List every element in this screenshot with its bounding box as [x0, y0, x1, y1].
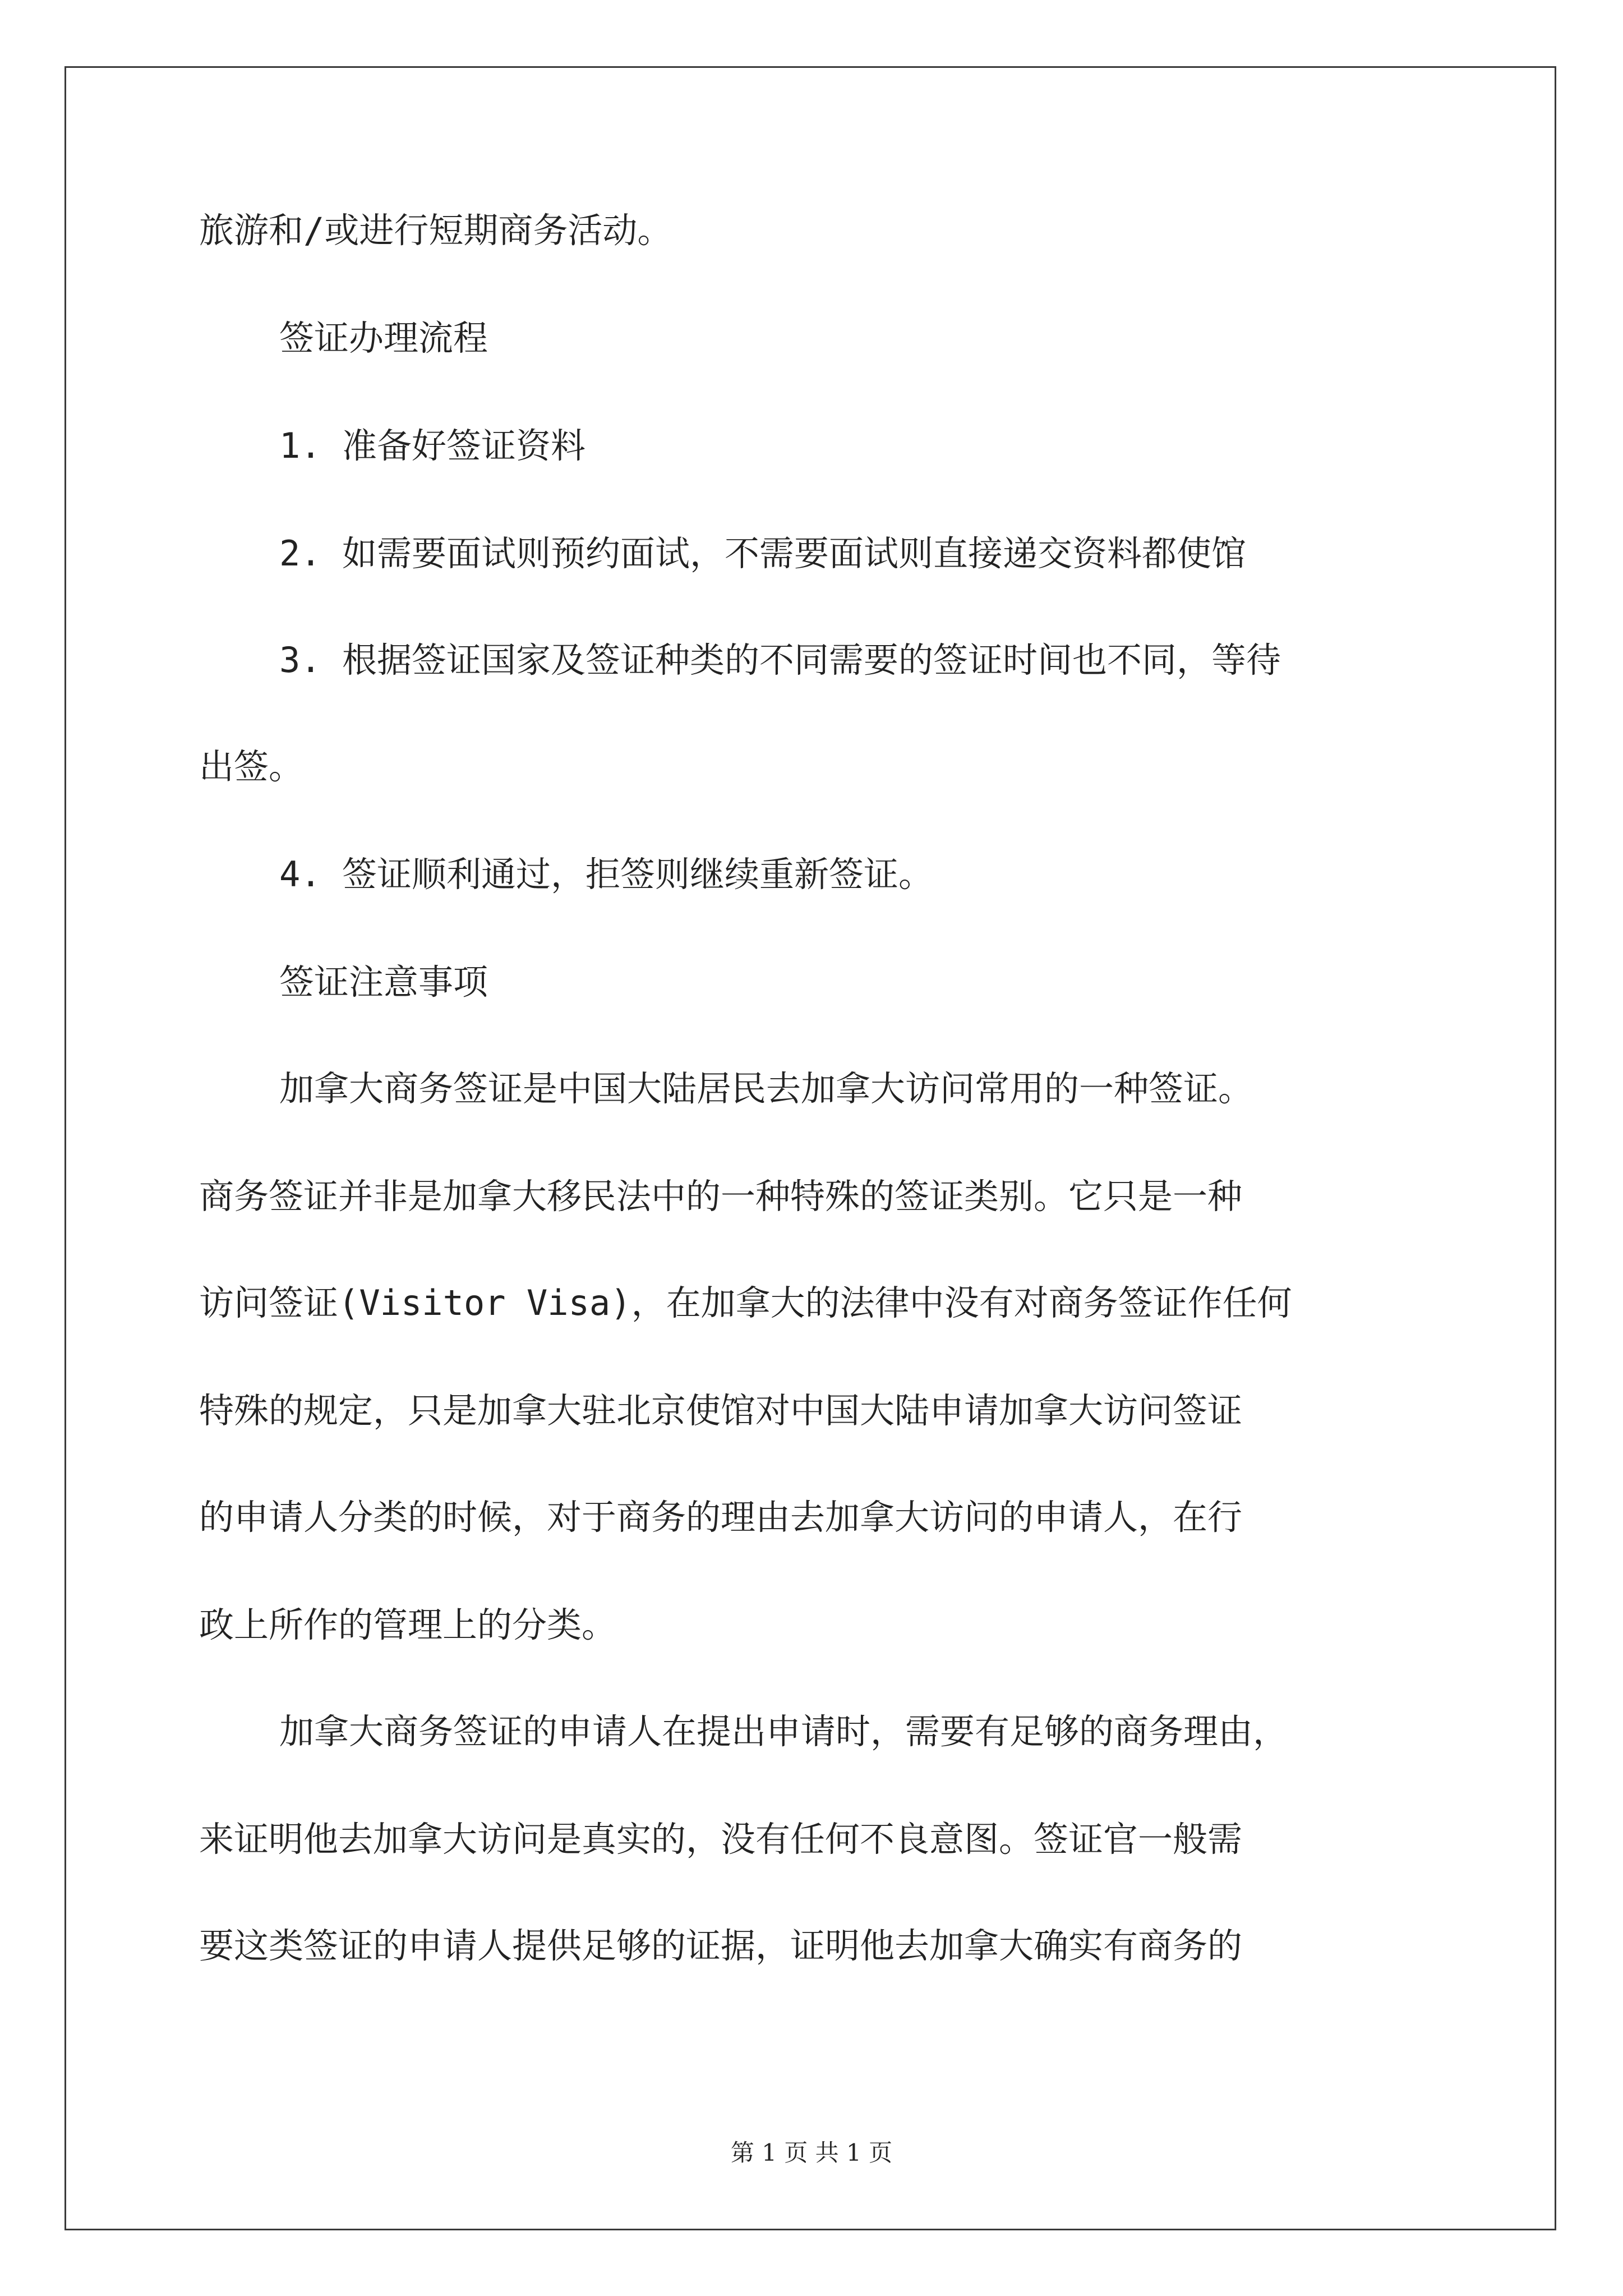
list-item: 2. 如需要面试则预约面试，不需要面试则直接递交资料都使馆: [279, 533, 1246, 574]
page-number-footer: 第 1 页 共 1 页: [730, 2139, 893, 2166]
text-line: 出签。: [199, 746, 304, 787]
list-item: 3. 根据签证国家及签证种类的不同需要的签证时间也不同，等待: [279, 639, 1281, 680]
list-item: 1. 准备好签证资料: [279, 425, 585, 466]
section-heading: 签证注意事项: [279, 961, 488, 1002]
text-line: 旅游和/或进行短期商务活动。: [199, 210, 672, 251]
text-line: 要这类签证的申请人提供足够的证据，证明他去加拿大确实有商务的: [199, 1925, 1243, 1966]
text-line: 特殊的规定，只是加拿大驻北京使馆对中国大陆申请加拿大访问签证: [199, 1390, 1243, 1431]
text-line: 的申请人分类的时候，对于商务的理由去加拿大访问的申请人，在行: [199, 1497, 1243, 1538]
page-border: [64, 66, 1556, 2230]
section-heading: 签证办理流程: [279, 318, 488, 358]
text-line: 加拿大商务签证是中国大陆居民去加拿大访问常用的一种签证。: [279, 1068, 1253, 1109]
text-line: 政上所作的管理上的分类。: [199, 1604, 617, 1645]
text-line: 商务签证并非是加拿大移民法中的一种特殊的签证类别。它只是一种: [199, 1176, 1243, 1217]
text-line: 来证明他去加拿大访问是真实的，没有任何不良意图。签证官一般需: [199, 1819, 1243, 1860]
list-item: 4. 签证顺利通过，拒签则继续重新签证。: [279, 854, 933, 895]
text-line: 加拿大商务签证的申请人在提出申请时，需要有足够的商务理由，: [279, 1711, 1288, 1752]
text-line: 访问签证(Visitor Visa)，在加拿大的法律中没有对商务签证作任何: [199, 1282, 1292, 1323]
